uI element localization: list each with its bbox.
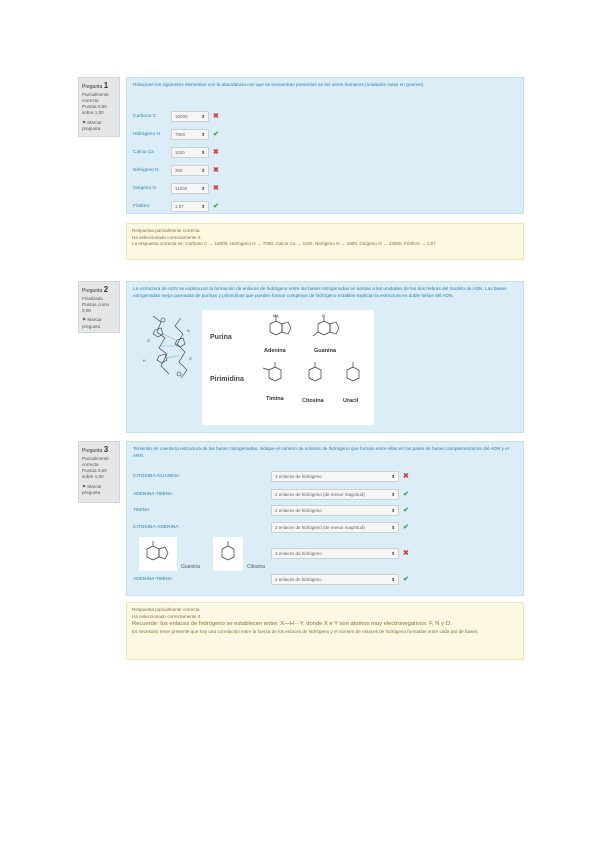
q1-feedback (126, 223, 524, 260)
q3-feedback-line2: Ha seleccionado correctamente 4. (132, 613, 202, 619)
q1-row-label: Carbono C (133, 114, 157, 119)
q3-row-label: CITOSINA-ADENINA (133, 525, 179, 530)
q2-panel (126, 281, 524, 433)
q1-score: Puntúa 0,50 sobre 1,00 (82, 104, 107, 116)
select-arrow-icon: ⬍ (391, 551, 395, 556)
q2-question-text: La estructura de ADN se explica por la formación de enlaces de hidrógeno entre las bases nitrogenadas en ambas a las unidades de las dos hebras del modelo de ADN. Las bases nitrogenadas mejor pareadas de purinas y pirimidinas que pueden formar complejos de hidrógeno estables explican la estructura en doble hélice del ADN. (133, 286, 507, 298)
q3-row-select-value: 2 enlaces de hidrógeno (275, 508, 322, 513)
q1-row-label: Hidrógeno H (133, 132, 160, 137)
q3-row-label: CITOSINA-GUANINA (133, 474, 180, 479)
q1-row-select[interactable] (171, 165, 209, 176)
q3-row-label: TIMINA (133, 508, 150, 513)
svg-text:N: N (187, 329, 190, 333)
cross-icon: ✖ (213, 149, 219, 156)
q3-feedback-line3: Recuerde: los enlaces de hidrógeno se establecen entre: X—H···Y, donde X e Y son átomos muy electronegativos: F, N y O. (132, 621, 452, 628)
q2-number: Pregunta 2 (82, 285, 109, 294)
guanine-small-structure (139, 537, 177, 571)
q1-row-select[interactable] (171, 111, 209, 122)
q1-row-select[interactable] (171, 129, 209, 140)
q3-row-label: ADENINA-TIMINA (133, 577, 173, 582)
select-arrow-icon: ⬍ (391, 577, 395, 582)
q1-feedback-line1: Respuesta parcialmente correcta. (132, 228, 201, 233)
guanine-small-label: Guanina (181, 564, 200, 570)
q3-feedback (126, 602, 524, 660)
q1-row-select-value: 1,07 (175, 204, 184, 209)
adenine-label: Adenina (264, 348, 286, 354)
cross-icon: ✖ (213, 167, 219, 174)
cytosine-small-structure (213, 537, 243, 571)
q1-row-label: Nitrógeno N (133, 168, 159, 173)
q1-panel (126, 77, 524, 214)
q3-row-select[interactable] (271, 489, 399, 500)
svg-text:O: O (322, 314, 325, 318)
select-arrow-icon: ⬍ (391, 508, 395, 513)
thymine-structure (260, 360, 290, 392)
q1-row-label: Oxígeno O (133, 186, 157, 191)
q3-info-box (78, 441, 120, 503)
select-arrow-icon: ⬍ (391, 525, 395, 530)
q1-row-select[interactable] (171, 183, 209, 194)
q1-info-box (78, 77, 120, 137)
check-icon: ✔ (403, 576, 409, 583)
q3-state: Parcialmente correcta (82, 455, 109, 467)
q1-number: Pregunta 1 (82, 81, 109, 90)
q3-row-select[interactable] (271, 505, 399, 516)
q3-match-row (133, 471, 523, 483)
q2-state: Finalizado (82, 295, 103, 301)
q1-row-select-value: 300 (175, 168, 183, 173)
check-icon: ✔ (213, 131, 219, 138)
q3-row-select-value: 2 enlaces de hidrógeno (275, 577, 322, 582)
svg-text:NH₂: NH₂ (273, 314, 280, 318)
guanine-label: Guanina (314, 348, 337, 354)
q3-match-row (133, 548, 523, 560)
q2-info-box (78, 281, 120, 333)
q3-row-select[interactable] (271, 522, 399, 533)
select-arrow-icon: ⬍ (201, 168, 205, 173)
cross-icon: ✖ (213, 113, 219, 120)
check-icon: ✔ (403, 524, 409, 531)
q1-row-label: Calcio Ca (133, 150, 154, 155)
select-arrow-icon: ⬍ (201, 150, 205, 155)
q1-state: Parcialmente correcta (82, 91, 109, 103)
q1-row-select[interactable] (171, 147, 209, 158)
select-arrow-icon: ⬍ (391, 492, 395, 497)
q1-row-label: Fósforo (133, 204, 150, 209)
q3-feedback-line1: Respuesta parcialmente correcta. (132, 607, 201, 612)
svg-text:O: O (147, 339, 150, 343)
cross-icon: ✖ (213, 185, 219, 192)
q3-feedback-line4: Es necesario tener presente que hay una correlación entre la fuerza de los enlaces de hidrógeno y el número de enlaces de hidrógeno formados entre cada par de bases. (132, 628, 479, 634)
svg-text:O: O (189, 357, 192, 361)
select-arrow-icon: ⬍ (201, 204, 205, 209)
q3-row-select-value: 2 enlaces de hidrógeno (de menor magnitud) (275, 525, 365, 530)
q2-flag-link[interactable]: ⚑ Marcar pregunta (82, 317, 102, 329)
q1-feedback-line2: Ha seleccionado correctamente 2. (132, 234, 202, 240)
q3-question-text: Teniendo en cuenta la estructura de las bases nitrogenadas, indique el número de enlaces de hidrógeno que forman entre ellas en los pares de bases complementarios del ADN y el ARN. (133, 446, 509, 458)
select-arrow-icon: ⬍ (201, 114, 205, 119)
q3-row-select-value: 3 enlaces de hidrógeno (275, 474, 322, 479)
cytosine-label: Citosina (302, 398, 324, 404)
select-arrow-icon: ⬍ (201, 186, 205, 191)
q3-row-select-value: 2 enlaces de hidrógeno (de menor magnitud) (275, 492, 365, 497)
adenine-structure (262, 314, 298, 346)
svg-text:H: H (143, 359, 146, 363)
check-icon: ✔ (403, 491, 409, 498)
cytosine-small-label: Citosina (247, 564, 266, 570)
q3-row-select[interactable] (271, 574, 399, 585)
q1-feedback-line3: La respuesta correcta es: Carbono C → 16000, Hidrógeno H → 7000, Calcio Ca → 1100, Nitrógeno N → 1800, Oxígeno O → 43000, Fósforo → 1,07 (132, 241, 436, 247)
guanine-structure (310, 314, 350, 346)
q3-row-select-value: 3 enlaces de hidrógeno (275, 551, 322, 556)
q3-flag-link[interactable]: ⚑ Marcar pregunta (82, 483, 102, 495)
q3-match-row (133, 505, 523, 517)
q1-row-select-value: 16000 (175, 114, 188, 119)
q1-flag-link[interactable]: ⚑ Marcar pregunta (82, 119, 102, 131)
q3-row-label: ADENINA-TIMINA (133, 492, 173, 497)
q3-number: Pregunta 3 (82, 445, 109, 454)
cytosine-structure (300, 360, 330, 392)
uracil-structure (338, 360, 368, 392)
q1-row-select[interactable] (171, 201, 209, 212)
select-arrow-icon: ⬍ (391, 474, 395, 479)
check-icon: ✔ (213, 203, 219, 210)
cross-icon: ✖ (403, 550, 409, 557)
q3-match-row (133, 489, 523, 501)
q1-row-select-value: 1100 (175, 150, 185, 155)
nitrogen-bases-image (202, 310, 374, 425)
q3-row-select[interactable] (271, 548, 399, 559)
pyrimidine-label: Pirimidina (210, 376, 244, 383)
q3-panel (126, 441, 524, 596)
q3-match-row (133, 522, 523, 534)
thymine-label: Timina (266, 396, 284, 402)
q3-row-select[interactable] (271, 471, 399, 482)
q1-row-select-value: 7000 (175, 132, 186, 137)
purine-label: Purina (210, 334, 232, 341)
uracil-label: Uracil (343, 398, 359, 404)
select-arrow-icon: ⬍ (201, 132, 205, 137)
check-icon: ✔ (403, 507, 409, 514)
q3-score: Puntúa 0,50 sobre 1,00 (82, 468, 107, 480)
q1-question-text: Relacione los siguientes elementos con la abundancia con que se encuentran presentes en los seres humanos (unidades mass en gramos). (133, 82, 425, 87)
q1-row-select-value: 11000 (175, 186, 188, 191)
q2-score: Puntúa como 0,00 (82, 301, 110, 314)
cross-icon: ✖ (403, 473, 409, 480)
dna-strand-diagram (133, 312, 201, 384)
q3-match-row (133, 574, 523, 586)
